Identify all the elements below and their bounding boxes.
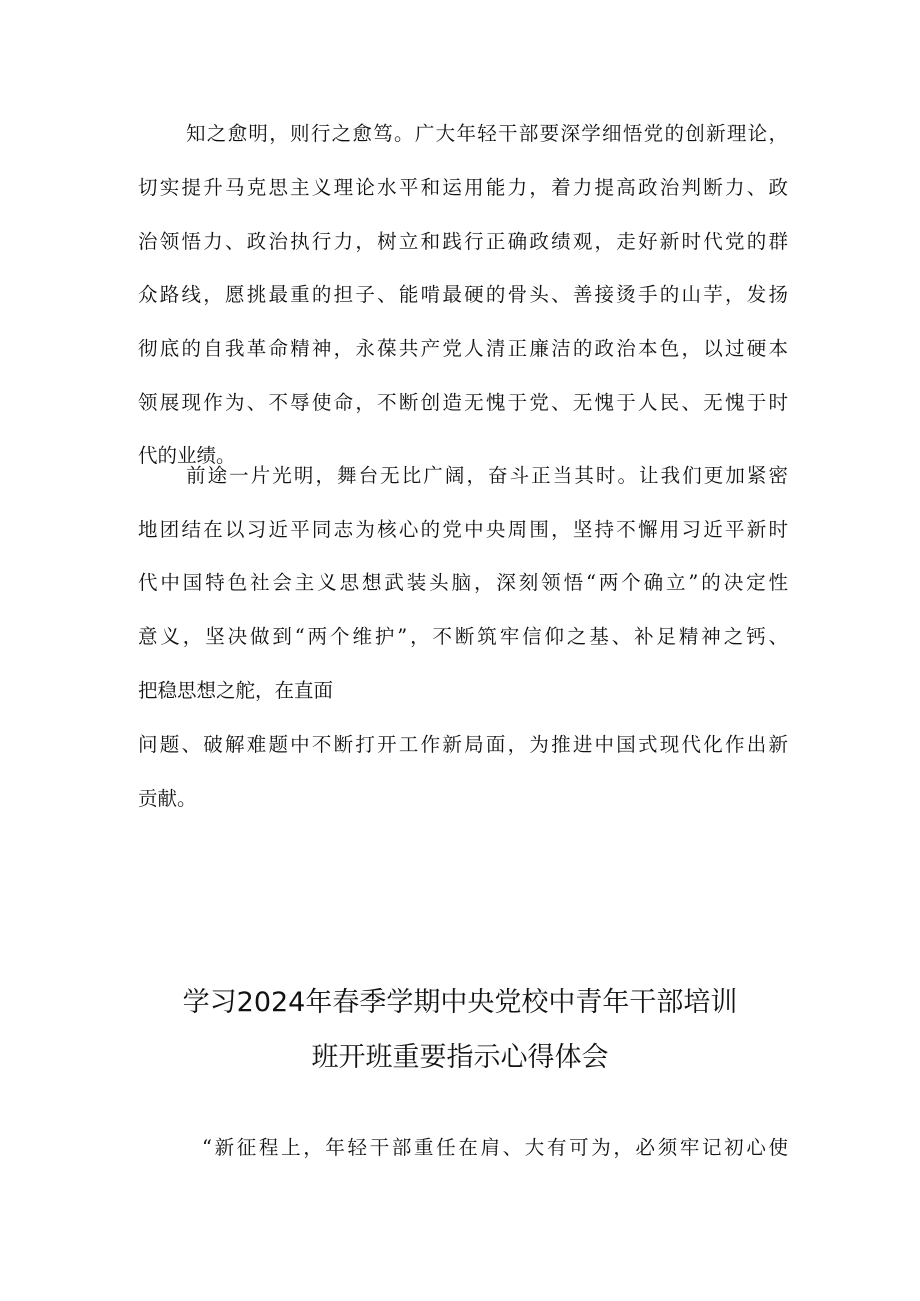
article-title-line-2: 班开班重要指示心得体会 — [311, 1042, 609, 1073]
paragraph-1-line-7: 代的业绩。 — [138, 444, 236, 467]
paragraph-1-line-1: 知之愈明，则行之愈笃。广大年轻干部要深学细悟党的创新理论， — [186, 122, 788, 145]
paragraph-1-line-5: 彻底的自我革命精神，永葆共产党人清正廉洁的政治本色，以过硬本 — [138, 337, 788, 360]
paragraph-1-line-2: 切实提升马克思主义理论水平和运用能力，着力提高政治判断力、政 — [138, 176, 788, 199]
paragraph-2-line-5: 把稳思想之舵，在直面 — [138, 679, 334, 702]
article-title-line-1: 学习2024年春季学期中央党校中青年干部培训 — [182, 987, 738, 1018]
paragraph-2-line-7: 贡献。 — [138, 787, 197, 810]
paragraph-1-line-4: 众路线，愿挑最重的担子、能啃最硬的骨头、善接烫手的山芋，发扬 — [138, 283, 788, 306]
paragraph-2-line-1: 前途一片光明，舞台无比广阔，奋斗正当其时。让我们更加紧密 — [186, 464, 788, 487]
paragraph-1-line-3: 治领悟力、政治执行力，树立和践行正确政绩观，走好新时代党的群 — [138, 230, 788, 253]
paragraph-2-line-6: 问题、破解难题中不断打开工作新局面，为推进中国式现代化作出新 — [138, 733, 788, 756]
paragraph-2-line-2: 地团结在以习近平同志为核心的党中央周围，坚持不懈用习近平新时 — [138, 518, 788, 541]
paragraph-2-line-3: 代中国特色社会主义思想武装头脑，深刻领悟“两个确立”的决定性 — [138, 571, 788, 594]
paragraph-1-line-6: 领展现作为、不辱使命，不断创造无愧于党、无愧于人民、无愧于时 — [138, 391, 788, 414]
article-opening-line: “新征程上，年轻干部重任在肩、大有可为，必须牢记初心使 — [202, 1136, 788, 1159]
paragraph-2-line-4: 意义，坚决做到“两个维护”，不断筑牢信仰之基、补足精神之钙、 — [138, 625, 788, 648]
